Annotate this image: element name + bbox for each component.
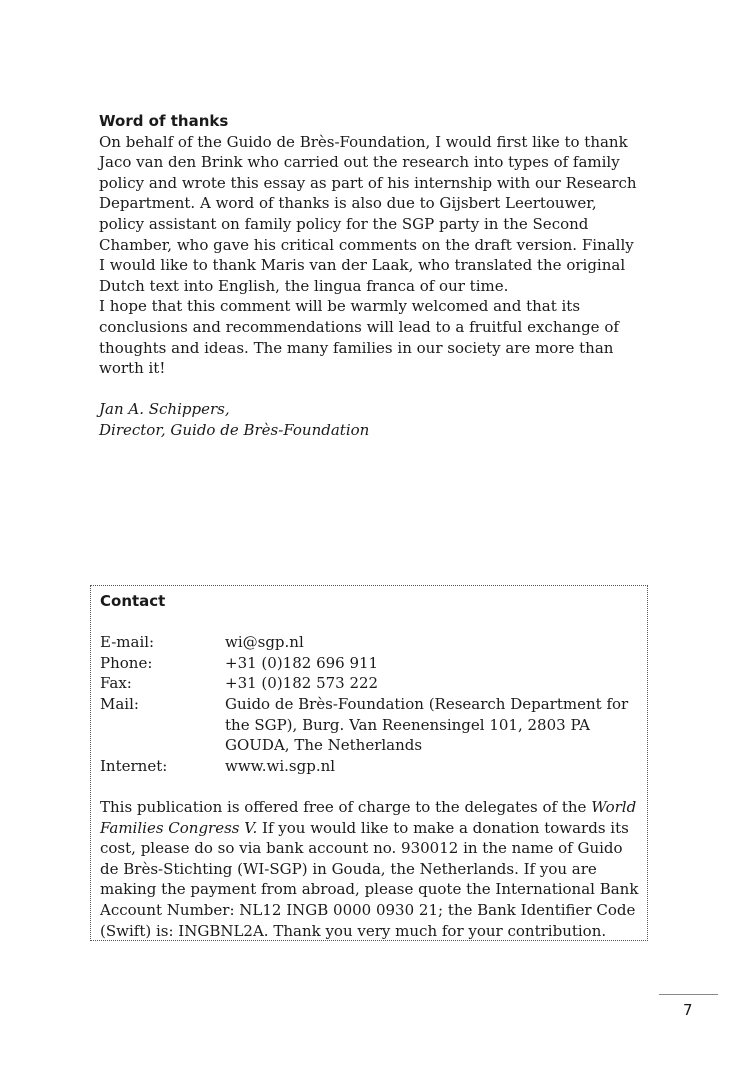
signature-title: Director, Guido de Brès-Foundation bbox=[99, 420, 370, 439]
contact-row-fax bbox=[100, 673, 639, 694]
section-heading: Word of thanks bbox=[99, 112, 229, 130]
signature bbox=[99, 399, 644, 440]
contact-label: Fax: bbox=[100, 674, 132, 693]
contact-row-internet bbox=[100, 756, 639, 777]
thanks-paragraph: On behalf of the Guido de Brès-Foundation, I would first like to thank Jaco van den Brink who carried out the research into types of family policy and wrote this essay as part of his internship with our Research Department. A word of thanks is also due to Gijsbert Leertouwer, policy assistant on family policy for the SGP party in the Second Chamber, who gave his critical comments on the draft version. Finally I would like to thank Maris van der Laak, who translated the original Dutch text into English, the lingua franca of our time. bbox=[99, 132, 637, 295]
donation-notice bbox=[100, 797, 639, 941]
word-of-thanks-section bbox=[99, 111, 644, 441]
contact-label: Phone: bbox=[100, 653, 153, 672]
fax-number: +31 (0)182 573 222 bbox=[225, 674, 379, 693]
phone-number: +31 (0)182 696 911 bbox=[225, 653, 379, 672]
notice-text: If you would like to make a donation towards its cost, please do so via bank account no. 930012 in the name of Guido de Brès-Stichting (WI-SGP) in Gouda, the Netherlands. If you are making the payment from abroad, please quote the International Bank Account Number: NL12 INGB 0000 0930 21; the Bank Identifier Code (Swift) is: INGBNL2A. Thank you very much for your contribution. bbox=[100, 818, 639, 940]
contact-label: Mail: bbox=[100, 694, 139, 713]
page-number: 7 bbox=[683, 1001, 693, 1019]
mail-address: Guido de Brès-Foundation (Research Department for the SGP), Burg. Van Reenensingel 101, 2803 PA GOUDA, The Netherlands bbox=[225, 694, 629, 755]
closing-paragraph: I hope that this comment will be warmly welcomed and that its conclusions and recommendations will lead to a fruitful exchange of thoughts and ideas. The many families in our society are more than worth it! bbox=[99, 297, 619, 378]
signature-name: Jan A. Schippers, bbox=[99, 400, 230, 419]
contact-label: E-mail: bbox=[100, 633, 155, 652]
contact-label: Internet: bbox=[100, 756, 168, 775]
congress-name: World Families Congress V. bbox=[100, 797, 637, 837]
notice-text: This publication is offered free of charge to the delegates of the bbox=[100, 797, 592, 816]
page-number-rule bbox=[659, 994, 718, 995]
contact-box bbox=[90, 585, 648, 941]
contact-heading: Contact bbox=[100, 592, 166, 610]
email-address: wi@sgp.nl bbox=[225, 633, 304, 652]
website-url: www.wi.sgp.nl bbox=[225, 756, 336, 775]
contact-row-phone bbox=[100, 653, 639, 674]
contact-row-mail bbox=[100, 694, 639, 756]
contact-row-email bbox=[100, 632, 639, 653]
